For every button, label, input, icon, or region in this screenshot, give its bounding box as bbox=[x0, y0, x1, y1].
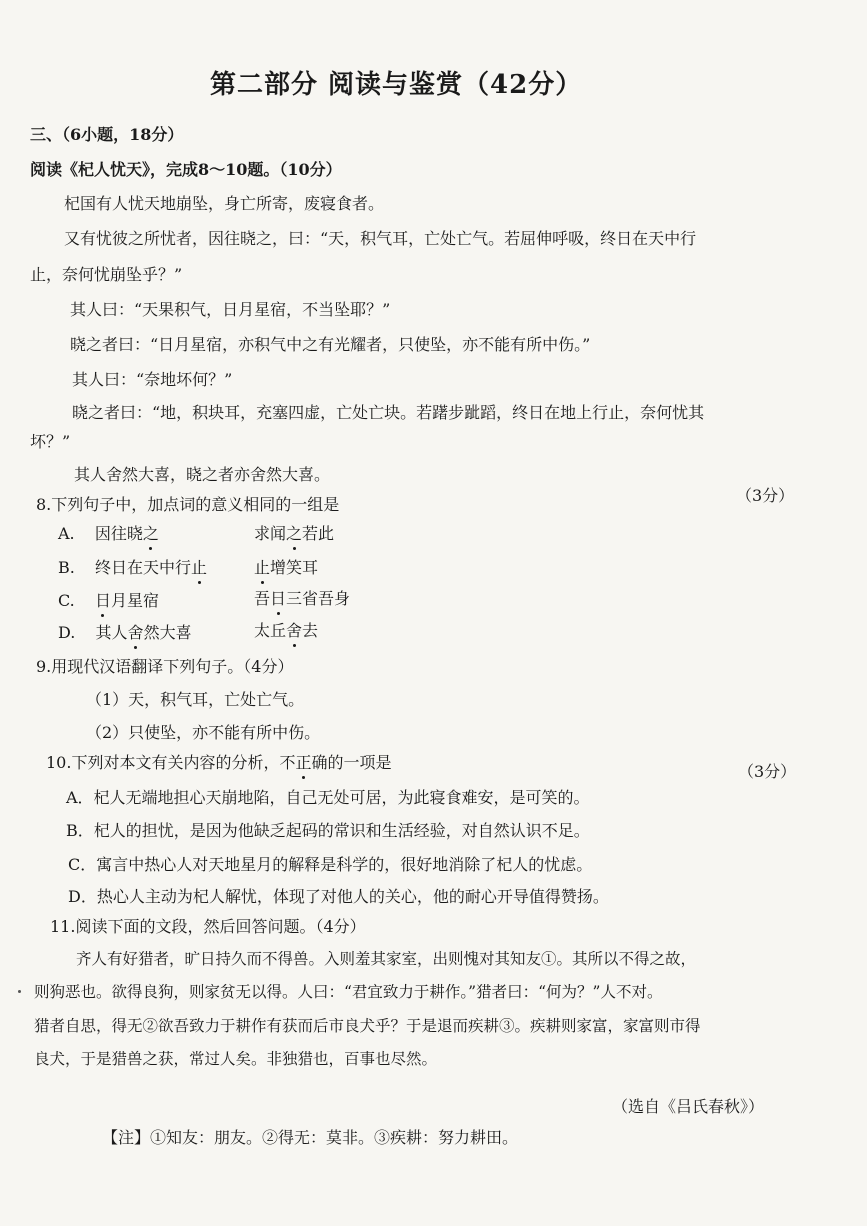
question-stem: 8.下列句子中，加点词的意义相同的一组是 bbox=[36, 495, 340, 514]
option-a-right: 求闻之若此 bbox=[254, 524, 335, 543]
source-citation: （选自《吕氏春秋》） bbox=[612, 1097, 765, 1116]
passage-line: 止，奈何忧崩坠乎？” bbox=[30, 265, 183, 284]
option-left: 终日在天中行止 bbox=[95, 558, 208, 577]
option-c-right: 吾日三省吾身 bbox=[254, 589, 351, 608]
translation-item: （1）天，积气耳，亡处亡气。 bbox=[86, 690, 305, 709]
option-label: B. bbox=[58, 558, 75, 577]
passage-line: 其人曰：“奈地坏何？” bbox=[72, 370, 233, 389]
option-c bbox=[58, 590, 159, 612]
option-label: C. bbox=[58, 591, 75, 610]
option-a: A．杞人无端地担心天崩地陷，自己无处可居，为此寝食难安，是可笑的。 bbox=[66, 788, 590, 807]
passage-line: 良犬，于是猎兽之获，常过人矣。非独猎也，百事也尽然。 bbox=[34, 1050, 438, 1068]
option-d: D．热心人主动为杞人解忧，体现了对他人的关心，他的耐心开导值得赞扬。 bbox=[68, 887, 609, 906]
option-b: B．杞人的担忧，是因为他缺乏起码的常识和生活经验，对自然认识不足。 bbox=[66, 821, 590, 840]
option-b-right: 止增笑耳 bbox=[254, 558, 319, 577]
page-title: 第二部分 阅读与鉴赏（42分） bbox=[210, 70, 583, 100]
passage-line: 杞国有人忧天地崩坠，身亡所寄，废寝食者。 bbox=[64, 194, 385, 213]
option-left: 其人舍然大喜 bbox=[95, 623, 192, 642]
question-stem: 9.用现代汉语翻译下列句子。（4分） bbox=[36, 657, 294, 676]
passage-line: 其人舍然大喜，晓之者亦舍然大喜。 bbox=[74, 465, 331, 484]
passage-line: 猎者自思，得无②欲吾致力于耕作有获而后市良犬乎？于是退而疾耕③。疾耕则家富，家富则市得 bbox=[34, 1017, 701, 1035]
passage-line: 又有忧彼之所忧者，因往晓之，曰：“天，积气耳，亡处亡气。若屈伸呼吸，终日在天中行 bbox=[64, 229, 697, 248]
section-heading: 三、（6小题，18分） bbox=[30, 125, 184, 144]
passage-line: 晓之者曰：“日月星宿，亦积气中之有光耀者，只使坠，亦不能有所中伤。” bbox=[70, 335, 591, 354]
option-c: C．寓言中热心人对天地星月的解释是科学的，很好地消除了杞人的忧虑。 bbox=[68, 855, 593, 874]
scan-speck bbox=[18, 990, 21, 993]
question-score: （3分） bbox=[736, 486, 795, 505]
passage-line: 晓之者曰：“地，积块耳，充塞四虚，亡处亡块。若躇步跐蹈，终日在地上行止，奈何忧其 bbox=[72, 403, 705, 422]
question-stem: 10.下列对本文有关内容的分析，不正确的一项是 bbox=[46, 753, 392, 772]
option-b bbox=[58, 557, 207, 579]
question-stem: 11.阅读下面的文段，然后回答问题。（4分） bbox=[50, 917, 366, 936]
reading-intro: 阅读《杞人忧天》，完成8～10题。（10分） bbox=[30, 160, 342, 179]
translation-item: （2）只使坠，亦不能有所中伤。 bbox=[86, 723, 321, 742]
option-label: A. bbox=[58, 524, 75, 543]
option-d-right: 太丘舍去 bbox=[254, 621, 319, 640]
option-a bbox=[58, 523, 159, 545]
footnote: 【注】①知友：朋友。②得无：莫非。③疾耕：努力耕田。 bbox=[102, 1128, 519, 1147]
passage-line: 坏？” bbox=[30, 432, 71, 451]
passage-line: 齐人有好猎者，旷日持久而不得兽。入则羞其家室，出则愧对其知友①。其所以不得之故， bbox=[76, 950, 697, 968]
option-left: 日月星宿 bbox=[94, 591, 159, 610]
option-d bbox=[58, 622, 192, 644]
question-score: （3分） bbox=[738, 762, 797, 781]
option-label: D. bbox=[58, 623, 76, 642]
passage-line: 则狗恶也。欲得良狗，则家贫无以得。人曰：“君宜致力于耕作。”猎者曰：“何为？”人不对。 bbox=[34, 983, 663, 1001]
passage-line: 其人曰：“天果积气，日月星宿，不当坠耶？” bbox=[70, 300, 391, 319]
option-left: 因往晓之 bbox=[94, 524, 159, 543]
